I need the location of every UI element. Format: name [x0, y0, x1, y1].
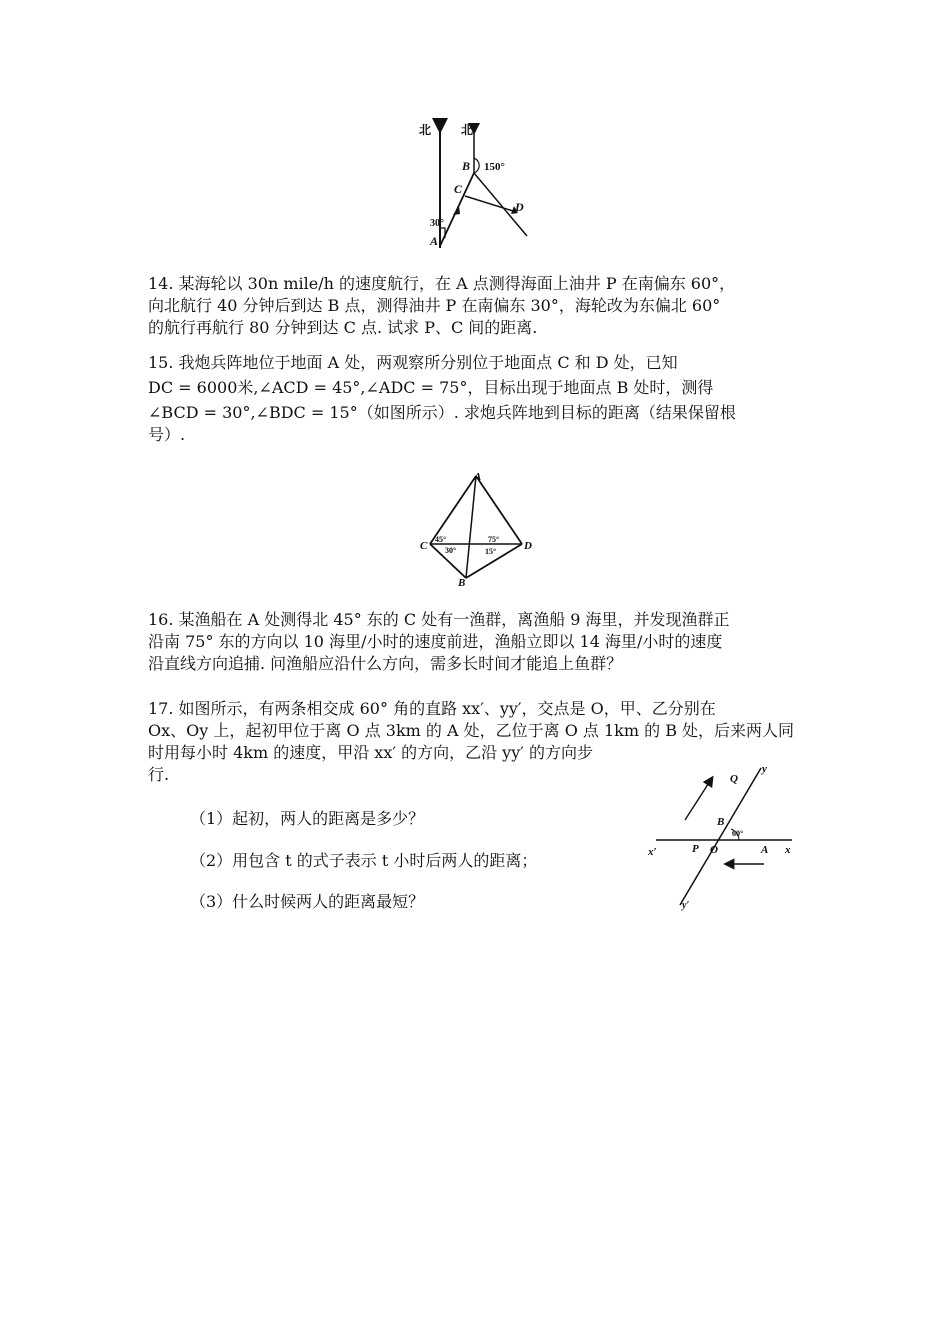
- point-D: D: [524, 540, 532, 552]
- question-16: [148, 609, 813, 675]
- q17-line-1: 17. 如图所示，有两条相交成 60° 角的直路 xx′、yy′，交点是 O，甲、乙分别在: [148, 699, 716, 718]
- figure-navigation: [415, 118, 545, 258]
- point-A: A: [430, 234, 439, 248]
- q17-sub-2: （2）用包含 t 的式子表示 t 小时后两人的距离；: [190, 851, 538, 870]
- point-Q: Q: [730, 773, 738, 785]
- q16-line-2: 沿南 75° 东的方向以 10 海里/小时的速度前进，渔船立即以 14 海里/小时的速度: [148, 632, 723, 651]
- q15-line-3: ∠BCD = 30°,∠BDC = 15°（如图所示）. 求炮兵阵地到目标的距离（结果保留根: [148, 403, 736, 422]
- label-y-prime: y′: [682, 900, 690, 911]
- north-label-1: 北: [419, 123, 432, 137]
- q17-sub-1: （1）起初，两人的距离是多少？: [190, 809, 425, 828]
- q17-line-2: Ox、Oy 上，起初甲位于离 O 点 3km 的 A 处，乙位于离 O 点 1km 的 B 处，后来两人同: [148, 721, 795, 740]
- point-D: D: [515, 200, 524, 214]
- angle-75: 75°: [488, 535, 500, 544]
- q15-line-4: 号）.: [148, 425, 186, 444]
- angle-30: 30°: [430, 218, 444, 229]
- point-O: O: [710, 844, 718, 856]
- point-C: C: [454, 182, 463, 196]
- question-15: [148, 352, 813, 446]
- angle-15: 15°: [485, 547, 497, 556]
- point-A: A: [761, 844, 769, 856]
- point-B: B: [458, 577, 466, 589]
- q14-line-3: 的航行再航行 80 分钟到达 C 点. 试求 P、C 间的距离.: [148, 318, 538, 337]
- label-y: y: [762, 763, 767, 775]
- q17-sub-3: （3）什么时候两人的距离最短？: [190, 892, 425, 911]
- label-x: x: [785, 844, 791, 856]
- q15-line-2: DC = 6000米,∠ACD = 45°,∠ADC = 75°，目标出现于地面点 B 处时，测得: [148, 378, 714, 397]
- point-P: P: [692, 843, 699, 855]
- angle-150: 150°: [484, 161, 505, 173]
- figure-artillery: [418, 470, 538, 590]
- north-label-2: 北: [461, 123, 474, 137]
- q17-line-4: 行.: [148, 765, 170, 784]
- q15-line-1: 15. 我炮兵阵地位于地面 A 处，两观察所分别位于地面点 C 和 D 处，已知: [148, 353, 678, 372]
- q14-line-1: 14. 某海轮以 30n mile/h 的速度航行，在 A 点测得海面上油井 P 在南偏东 60°，: [148, 274, 736, 293]
- angle-30: 30°: [445, 546, 457, 555]
- figure-roads: [640, 760, 810, 915]
- point-A: A: [474, 471, 482, 483]
- point-B: B: [717, 816, 725, 828]
- q17-line-3: 时用每小时 4km 的速度，甲沿 xx′ 的方向，乙沿 yy′ 的方向步: [148, 743, 593, 762]
- path-C-D: [465, 196, 513, 211]
- angle-60: 60°: [732, 829, 744, 838]
- point-C: C: [420, 540, 428, 552]
- label-x-prime: x′: [648, 846, 657, 858]
- point-B: B: [462, 159, 471, 173]
- q16-line-3: 沿直线方向追捕. 问渔船应沿什么方向，需多长时间才能追上鱼群？: [148, 654, 623, 673]
- angle-45: 45°: [435, 535, 447, 544]
- q16-line-1: 16. 某渔船在 A 处测得北 45° 东的 C 处有一渔群，离渔船 9 海里，并发现渔群正: [148, 610, 730, 629]
- q14-line-2: 向北航行 40 分钟后到达 B 点，测得油井 P 在南偏东 30°，海轮改为东偏北 60°: [148, 296, 721, 315]
- question-14: [148, 273, 813, 339]
